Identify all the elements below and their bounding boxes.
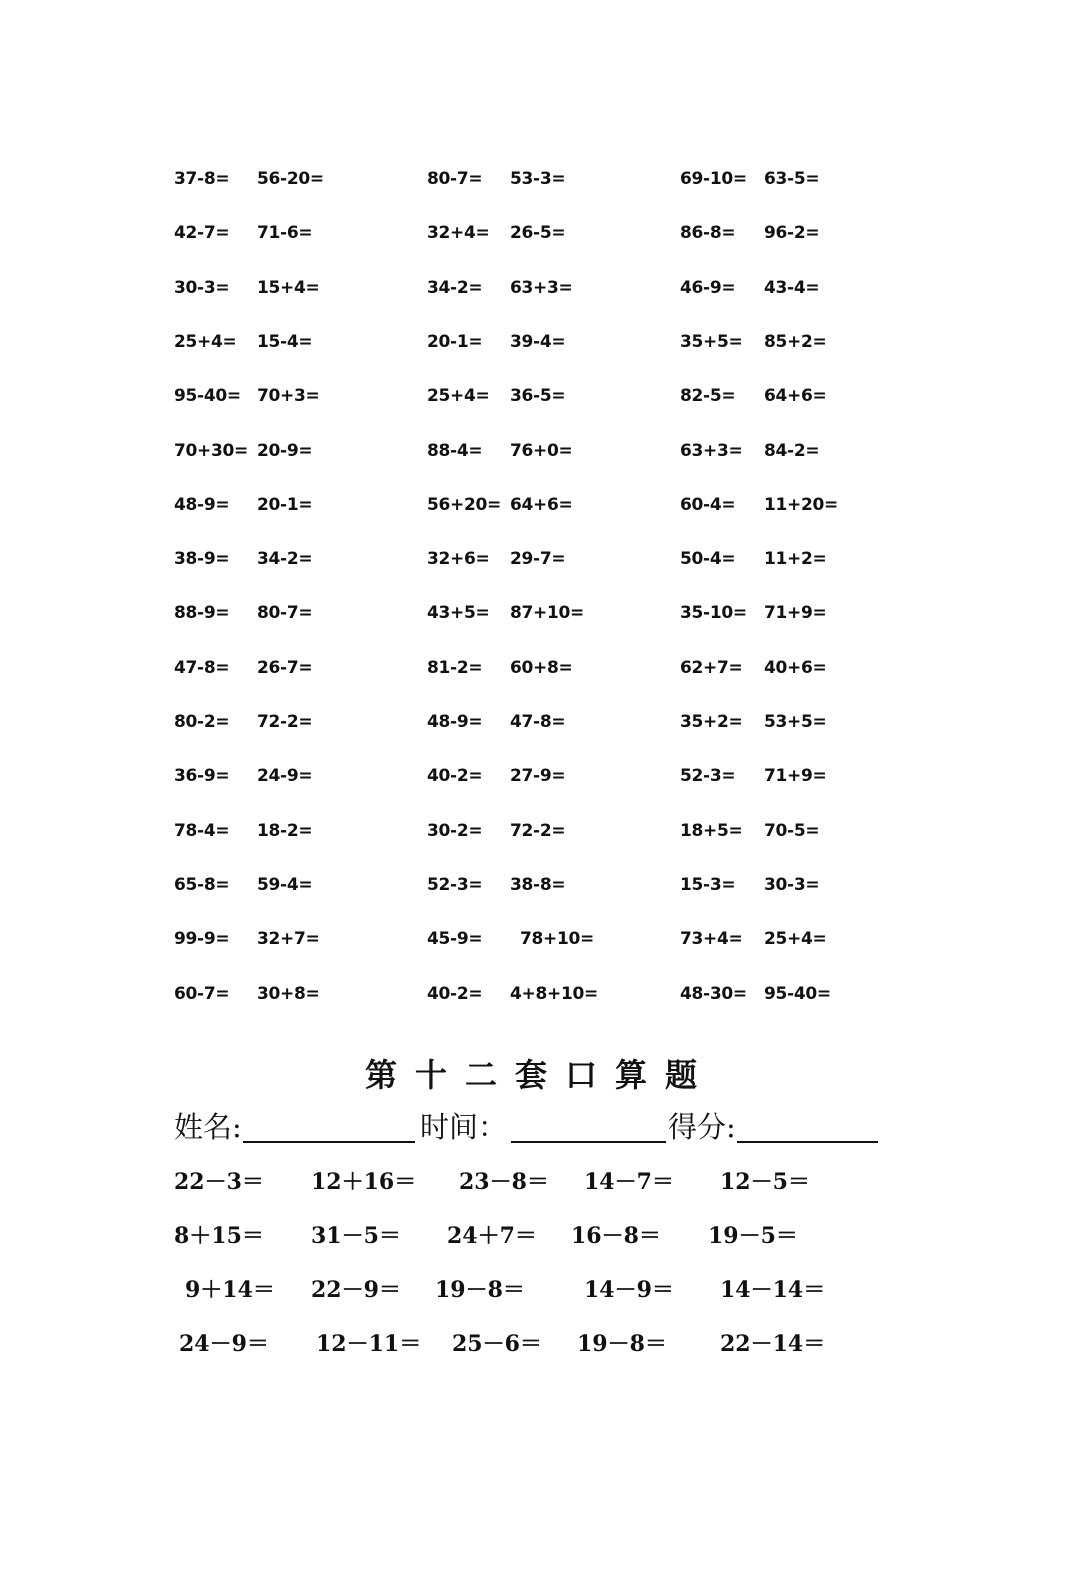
problem-item: 81-2=	[427, 657, 483, 678]
problem-item: 48-9=	[174, 494, 230, 515]
problem-item: 71+9=	[764, 766, 827, 787]
problem-item: 25－6＝	[452, 1331, 542, 1357]
problem-row	[0, 865, 1080, 905]
problem-item: 23－8＝	[459, 1169, 549, 1195]
problem-item: 59-4=	[257, 874, 313, 895]
problem-item: 38-8=	[510, 874, 566, 895]
problem-item: 85+2=	[764, 331, 827, 352]
problem-item: 65-8=	[174, 874, 230, 895]
problem-item: 20-1=	[427, 331, 483, 352]
time-blank[interactable]	[511, 1141, 666, 1143]
problem-item: 15+4=	[257, 277, 320, 298]
problem-item: 80-7=	[427, 169, 483, 189]
problem-item: 8＋15＝	[174, 1223, 264, 1249]
score-blank[interactable]	[737, 1141, 878, 1143]
problem-item: 14－7＝	[584, 1169, 674, 1195]
problem-row	[0, 1214, 1080, 1258]
problem-item: 42-7=	[174, 223, 230, 244]
problem-item: 25+4=	[764, 929, 827, 950]
problem-item: 88-9=	[174, 603, 230, 624]
problem-item: 27-9=	[510, 766, 566, 787]
problem-item: 80-2=	[174, 712, 230, 732]
problem-item: 20-9=	[257, 440, 313, 461]
problem-item: 20-1=	[257, 494, 313, 515]
problem-item: 63+3=	[510, 277, 573, 298]
problem-item: 16－8＝	[571, 1223, 661, 1249]
problem-item: 19－8＝	[435, 1277, 525, 1303]
problem-item: 22－14＝	[720, 1331, 826, 1357]
problem-item: 12＋16＝	[311, 1169, 417, 1195]
problem-item: 30-3=	[764, 874, 820, 895]
problem-row	[0, 919, 1080, 959]
problem-item: 35+5=	[680, 331, 743, 352]
problem-item: 39-4=	[510, 331, 566, 352]
problem-item: 4+8+10=	[510, 983, 598, 1004]
score-label: 得分:	[668, 1110, 736, 1144]
problem-item: 53+5=	[764, 712, 827, 732]
problem-item: 9＋14＝	[185, 1277, 275, 1303]
problem-item: 19－5＝	[708, 1223, 798, 1249]
problem-item: 76+0=	[510, 440, 573, 461]
problem-row	[0, 268, 1080, 308]
problem-item: 18+5=	[680, 820, 743, 841]
problem-item: 11+20=	[764, 494, 839, 515]
problem-item: 80-7=	[257, 603, 313, 624]
problem-row	[0, 702, 1080, 742]
problem-row	[0, 756, 1080, 796]
problem-item: 86-8=	[680, 223, 736, 244]
problem-item: 12－5＝	[720, 1169, 810, 1195]
problem-item: 64+6=	[510, 494, 573, 515]
problem-item: 24＋7＝	[447, 1223, 537, 1249]
problem-row	[0, 539, 1080, 579]
problem-item: 60+8=	[510, 657, 573, 678]
problem-item: 46-9=	[680, 277, 736, 298]
problem-item: 36-5=	[510, 386, 566, 407]
problem-item: 96-2=	[764, 223, 820, 244]
problem-row	[0, 811, 1080, 851]
problem-item: 56-20=	[257, 169, 324, 189]
problem-item: 43+5=	[427, 603, 490, 624]
problem-item: 14－9＝	[584, 1277, 674, 1303]
problem-item: 60-4=	[680, 494, 736, 515]
problem-item: 24-9=	[257, 766, 313, 787]
problem-item: 40+6=	[764, 657, 827, 678]
problem-item: 32+7=	[257, 929, 320, 950]
problem-item: 45-9=	[427, 929, 483, 950]
problem-item: 73+4=	[680, 929, 743, 950]
problem-item: 25+4=	[427, 386, 490, 407]
problem-item: 32+6=	[427, 549, 490, 570]
problem-item: 32+4=	[427, 223, 490, 244]
problem-item: 53-3=	[510, 169, 566, 189]
problem-item: 18-2=	[257, 820, 313, 841]
problem-item: 15-3=	[680, 874, 736, 895]
problem-item: 78-4=	[174, 820, 230, 841]
problem-item: 56+20=	[427, 494, 502, 515]
problem-item: 30-2=	[427, 820, 483, 841]
problem-item: 25+4=	[174, 331, 237, 352]
problem-item: 95-40=	[764, 983, 831, 1004]
problem-item: 29-7=	[510, 549, 566, 570]
problem-row	[0, 974, 1080, 1014]
problem-item: 11+2=	[764, 549, 827, 570]
problem-item: 69-10=	[680, 169, 747, 189]
name-blank[interactable]	[243, 1141, 415, 1143]
problem-item: 62+7=	[680, 657, 743, 678]
problem-item: 40-2=	[427, 766, 483, 787]
problem-item: 52-3=	[680, 766, 736, 787]
problem-item: 26-5=	[510, 223, 566, 244]
problem-item: 60-7=	[174, 983, 230, 1004]
problem-item: 52-3=	[427, 874, 483, 895]
problem-row	[0, 1160, 1080, 1204]
problem-item: 34-2=	[427, 277, 483, 298]
problem-item: 15-4=	[257, 331, 313, 352]
problem-item: 22－3＝	[174, 1169, 264, 1195]
problem-item: 40-2=	[427, 983, 483, 1004]
problem-item: 78+10=	[520, 929, 595, 950]
problem-item: 71+9=	[764, 603, 827, 624]
problem-item: 19－8＝	[577, 1331, 667, 1357]
problem-row	[0, 1322, 1080, 1366]
problem-item: 43-4=	[764, 277, 820, 298]
problem-item: 87+10=	[510, 603, 585, 624]
problem-row	[0, 648, 1080, 688]
problem-item: 31－5＝	[311, 1223, 401, 1249]
problem-item: 72-2=	[257, 712, 313, 732]
problem-item: 36-9=	[174, 766, 230, 787]
problem-item: 95-40=	[174, 386, 241, 407]
problem-item: 12－11＝	[316, 1331, 422, 1357]
problem-item: 70+3=	[257, 386, 320, 407]
problem-item: 63-5=	[764, 169, 820, 189]
problem-item: 71-6=	[257, 223, 313, 244]
problem-item: 26-7=	[257, 657, 313, 678]
problem-row	[0, 322, 1080, 362]
problem-item: 47-8=	[174, 657, 230, 678]
problem-item: 34-2=	[257, 549, 313, 570]
problem-item: 14－14＝	[720, 1277, 826, 1303]
student-info-line	[0, 1102, 1080, 1152]
problem-row	[0, 431, 1080, 471]
problem-item: 22－9＝	[311, 1277, 401, 1303]
problem-row	[0, 485, 1080, 525]
problem-item: 30-3=	[174, 277, 230, 298]
problem-row	[0, 376, 1080, 416]
problem-item: 50-4=	[680, 549, 736, 570]
time-label: 时间：	[420, 1110, 508, 1144]
problem-item: 47-8=	[510, 712, 566, 732]
problem-item: 88-4=	[427, 440, 483, 461]
problem-item: 64+6=	[764, 386, 827, 407]
problem-item: 30+8=	[257, 983, 320, 1004]
problem-item: 35+2=	[680, 712, 743, 732]
problem-item: 37-8=	[174, 169, 230, 189]
problem-item: 48-9=	[427, 712, 483, 732]
problem-item: 35-10=	[680, 603, 747, 624]
problem-row	[0, 213, 1080, 253]
problem-item: 70-5=	[764, 820, 820, 841]
name-label: 姓名:	[174, 1110, 242, 1144]
problem-item: 63+3=	[680, 440, 743, 461]
problem-row	[0, 593, 1080, 633]
set-title: 第十二套口算题	[364, 1056, 715, 1094]
problem-item: 84-2=	[764, 440, 820, 461]
problem-item: 72-2=	[510, 820, 566, 841]
problem-item: 82-5=	[680, 386, 736, 407]
problem-item: 48-30=	[680, 983, 747, 1004]
problem-row	[0, 1268, 1080, 1312]
problem-item: 38-9=	[174, 549, 230, 570]
problem-item: 99-9=	[174, 929, 230, 950]
problem-item: 24－9＝	[179, 1331, 269, 1357]
problem-item: 70+30=	[174, 440, 249, 461]
problem-row	[0, 159, 1080, 199]
